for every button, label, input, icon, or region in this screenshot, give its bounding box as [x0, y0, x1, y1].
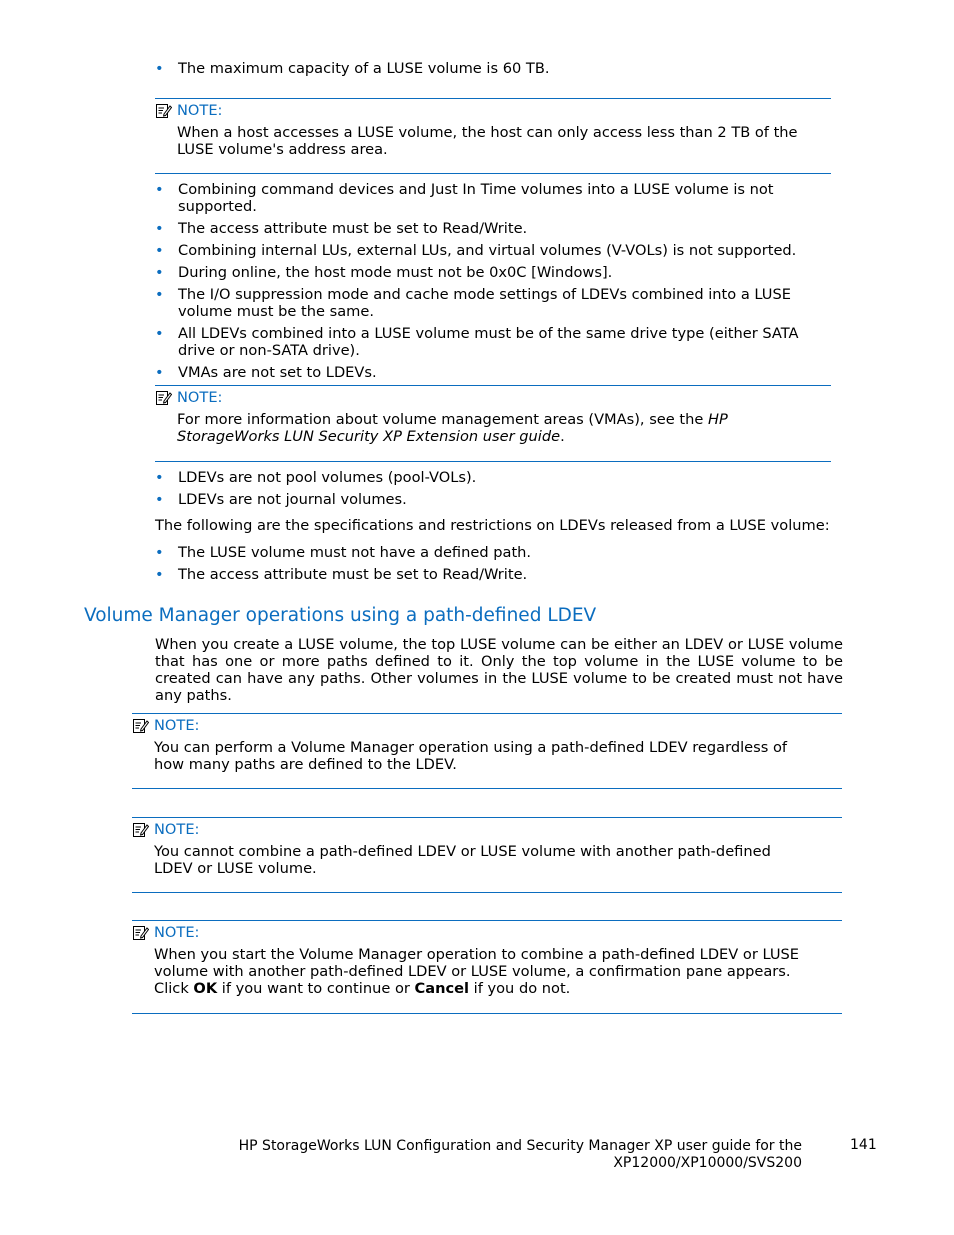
page-number: 141: [850, 1137, 877, 1153]
section-paragraph: When you create a LUSE volume, the top LUSE volume can be either an LDEV or LUSE volume that has one or more paths defined to it. Only the top volume in the LUSE volume to be created can have any paths. Other volumes in the LUSE volume to be created must not have any paths.: [155, 636, 843, 704]
note-label: NOTE:: [154, 717, 200, 734]
note-label: NOTE:: [177, 389, 223, 406]
bullet-dot: •: [155, 491, 164, 508]
bullet-dot: •: [155, 264, 164, 281]
bullet-list-released: [155, 544, 805, 588]
bullet-dot: •: [155, 181, 164, 198]
note-box-3: [132, 713, 842, 789]
bullet-list-restrictions: [155, 181, 805, 386]
list-item: • LDEVs are not journal volumes.: [155, 491, 407, 508]
guide-title: HP StorageWorks LUN Security XP Extension user guide: [177, 411, 728, 445]
bullet-dot: •: [155, 566, 164, 583]
bullet-dot: •: [155, 220, 164, 237]
note-box-4: [132, 817, 842, 893]
note-pencil-icon: [132, 821, 149, 838]
list-item: • Combining internal LUs, external LUs, and virtual volumes (V-VOLs) is not supported.: [155, 242, 797, 259]
bullet-dot: •: [155, 364, 164, 381]
bullet-dot: •: [155, 544, 164, 561]
paragraph-released: The following are the specifications and restrictions on LDEVs released from a LUSE volume:: [155, 517, 830, 534]
note-text: You cannot combine a path-defined LDEV or LUSE volume with another path-defined LDEV or LUSE volume.: [154, 843, 771, 877]
section-heading: Volume Manager operations using a path-defined LDEV: [84, 605, 597, 626]
note-box-5: [132, 920, 842, 1014]
list-item: • The I/O suppression mode and cache mode settings of LDEVs combined into a LUSE volume must be the same.: [155, 286, 791, 320]
ok-label: OK: [193, 980, 218, 997]
bullet-list-pool: [155, 469, 805, 513]
cancel-label: Cancel: [414, 980, 470, 997]
list-item: • The LUSE volume must not have a defined path.: [155, 544, 532, 561]
list-item: • Combining command devices and Just In Time volumes into a LUSE volume is not supported.: [155, 181, 774, 215]
note-label: NOTE:: [154, 924, 200, 941]
list-item: • During online, the host mode must not be 0x0C [Windows].: [155, 264, 613, 281]
bullet-list-top: [155, 60, 805, 82]
bullet-dot: •: [155, 286, 164, 303]
note-box-1: [155, 98, 831, 174]
note-label: NOTE:: [177, 102, 223, 119]
footer-models: XP12000/XP10000/SVS200: [613, 1155, 802, 1171]
note-pencil-icon: [132, 717, 149, 734]
bullet-dot: •: [155, 325, 164, 342]
list-item: • All LDEVs combined into a LUSE volume must be of the same drive type (either SATA drive or non-SATA drive).: [155, 325, 799, 359]
bullet-dot: •: [155, 60, 164, 77]
note-pencil-icon: [155, 102, 172, 119]
note-label: NOTE:: [154, 821, 200, 838]
page-footer: [182, 1138, 802, 1172]
note-text: For more information about volume management areas (VMAs), see the HP StorageWorks LUN Security XP Extension user guide.: [177, 411, 728, 445]
note-box-2: [155, 385, 831, 462]
list-item: • LDEVs are not pool volumes (pool-VOLs).: [155, 469, 477, 486]
note-text: When a host accesses a LUSE volume, the host can only access less than 2 TB of the LUSE volume's address area.: [177, 124, 798, 158]
list-item: • VMAs are not set to LDEVs.: [155, 364, 377, 381]
note-pencil-icon: [155, 389, 172, 406]
bullet-dot: •: [155, 242, 164, 259]
footer-title: HP StorageWorks LUN Configuration and Security Manager XP user guide for the: [238, 1138, 802, 1154]
list-item: • The access attribute must be set to Read/Write.: [155, 220, 528, 237]
note-text: You can perform a Volume Manager operation using a path-defined LDEV regardless of how many paths are defined to the LDEV.: [154, 739, 788, 773]
bullet-dot: •: [155, 469, 164, 486]
note-text: When you start the Volume Manager operation to combine a path-defined LDEV or LUSE volume with another path-defined LDEV or LUSE volume, a confirmation pane appears. Click OK if you want to continue or Cancel if you do not.: [154, 946, 800, 997]
list-item: • The maximum capacity of a LUSE volume is 60 TB.: [155, 60, 550, 77]
note-pencil-icon: [132, 924, 149, 941]
list-item: • The access attribute must be set to Read/Write.: [155, 566, 528, 583]
